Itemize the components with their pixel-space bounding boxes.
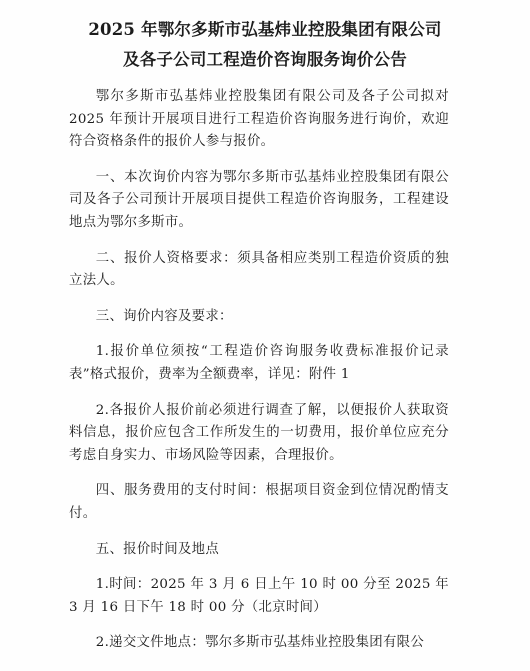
paragraph-section-1: 一、本次询价内容为鄂尔多斯市弘基炜业控股集团有限公司及各子公司预计开展项目提供工程造价咨询服务，工程建设地点为鄂尔多斯市。 xyxy=(69,169,449,230)
paragraph-section-3-item-1: 1.报价单位须按“工程造价咨询服务收费标准报价记录表”格式报价，费率为全额费率，详见：附件 1 xyxy=(69,344,449,382)
document-body xyxy=(69,86,449,655)
paragraph-section-5-item-2: 2.递交文件地点：鄂尔多斯市弘基炜业控股集团有限公 xyxy=(95,635,425,651)
paragraph-intro: 鄂尔多斯市弘基炜业控股集团有限公司及各子公司拟对 2025 年预计开展项目进行工程造价咨询服务进行询价，欢迎符合资格条件的报价人参与报价。 xyxy=(69,89,449,150)
paragraph-section-5-item-1: 1.时间：2025 年 3 月 6 日上午 10 时 00 分至 2025 年 3 月 16 日下午 18 时 00 分（北京时间） xyxy=(69,577,449,615)
paragraph-section-2: 二、报价人资格要求：须具备相应类别工程造价资质的独立法人。 xyxy=(69,250,449,289)
paragraph-section-3-item-2: 2.各报价人报价前必须进行调查了解，以便报价人获取资料信息，报价应包含工作所发生的一切费用，报价单位应充分考虑自身实力、市场风险等因素，合理报价。 xyxy=(69,402,449,463)
document-title-line-1: 2025 年鄂尔多斯市弘基炜业控股集团有限公司 xyxy=(88,20,442,39)
paragraph-section-5-heading: 五、报价时间及地点 xyxy=(95,541,220,557)
paragraph-section-3-heading: 三、询价内容及要求： xyxy=(95,308,233,324)
paragraph-section-4: 四、服务费用的支付时间：根据项目资金到位情况酌情支付。 xyxy=(69,483,449,521)
document-title-line-2: 及各子公司工程造价咨询服务询价公告 xyxy=(123,50,407,69)
